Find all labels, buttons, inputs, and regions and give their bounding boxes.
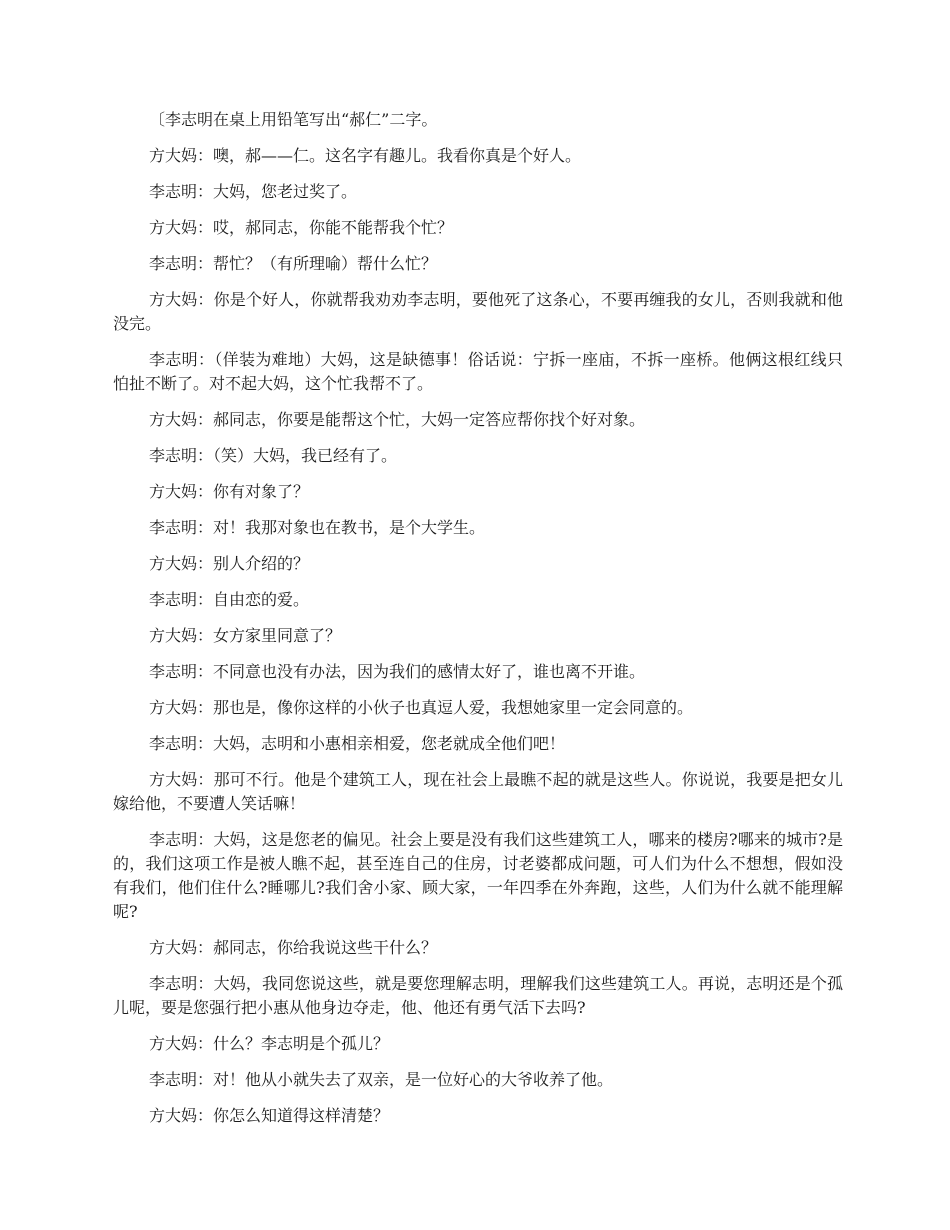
dialogue-line: 方大妈：郝同志，你给我说这些干什么？ xyxy=(149,938,438,957)
dialogue-line: 李志明：（笑）大妈，我已经有了。 xyxy=(149,446,398,465)
dialogue-line: 李志明：对！我那对象也在教书，是个大学生。 xyxy=(149,518,486,537)
dialogue-line: 方大妈：你是个好人，你就帮我劝劝李志明，要他死了这条心，不要再缠我的女儿，否则我就和他没完。 xyxy=(113,290,843,333)
dialogue-line: 方大妈：哎，郝同志，你能不能帮我个忙？ xyxy=(149,218,454,237)
dialogue-line: 李志明：自由恋的爱。 xyxy=(149,590,310,609)
dialogue-line: 李志明：对！他从小就失去了双亲，是一位好心的大爷收养了他。 xyxy=(149,1070,614,1089)
dialogue-line: 李志明：（佯装为难地）大妈，这是缺德事！俗话说：宁拆一座庙，不拆一座桥。他俩这根红线只怕扯不断了。对不起大妈，这个忙我帮不了。 xyxy=(113,350,843,393)
dialogue-line: 方大妈：别人介绍的？ xyxy=(149,554,310,573)
dialogue-line: 李志明：大妈，志明和小惠相亲相爱，您老就成全他们吧！ xyxy=(149,734,566,753)
document-body xyxy=(113,108,843,1140)
dialogue-line: 方大妈：那也是，像你这样的小伙子也真逗人爱，我想她家里一定会同意的。 xyxy=(149,698,694,717)
dialogue-line: 方大妈：那可不行。他是个建筑工人，现在社会上最瞧不起的就是这些人。你说说，我要是把女儿嫁给他，不要遭人笑话嘛！ xyxy=(113,770,843,813)
dialogue-line: 李志明：大妈，这是您老的偏见。社会上要是没有我们这些建筑工人，哪来的楼房?哪来的城市?是的，我们这项工作是被人瞧不起，甚至连自己的住房，讨老婆都成问题，可人们为什么不想想，假如没有我们，他们住什么?睡哪儿?我们舍小家、顾大家，一年四季在外奔跑，这些，人们为什么就不能理解呢? xyxy=(113,830,843,921)
dialogue-line: 方大妈：什么？李志明是个孤儿？ xyxy=(149,1034,390,1053)
dialogue-line: 方大妈：郝同志，你要是能帮这个忙，大妈一定答应帮你找个好对象。 xyxy=(149,410,646,429)
stage-direction: 〔李志明在桌上用铅笔写出“郝仁”二字。 xyxy=(149,110,438,129)
dialogue-line: 李志明：帮忙？（有所理喻）帮什么忙？ xyxy=(149,254,438,273)
dialogue-line: 方大妈：女方家里同意了？ xyxy=(149,626,342,645)
dialogue-line: 李志明：大妈，您老过奖了。 xyxy=(149,182,358,201)
dialogue-line: 李志明：不同意也没有办法，因为我们的感情太好了，谁也离不开谁。 xyxy=(149,662,646,681)
dialogue-line: 方大妈：你怎么知道得这样清楚？ xyxy=(149,1106,390,1125)
dialogue-line: 李志明：大妈，我同您说这些，就是要您理解志明，理解我们这些建筑工人。再说，志明还是个孤儿呢，要是您强行把小惠从他身边夺走，他、他还有勇气活下去吗? xyxy=(113,974,843,1017)
dialogue-line: 方大妈：你有对象了？ xyxy=(149,482,310,501)
dialogue-line: 方大妈：噢，郝——仁。这名字有趣儿。我看你真是个好人。 xyxy=(149,146,582,165)
